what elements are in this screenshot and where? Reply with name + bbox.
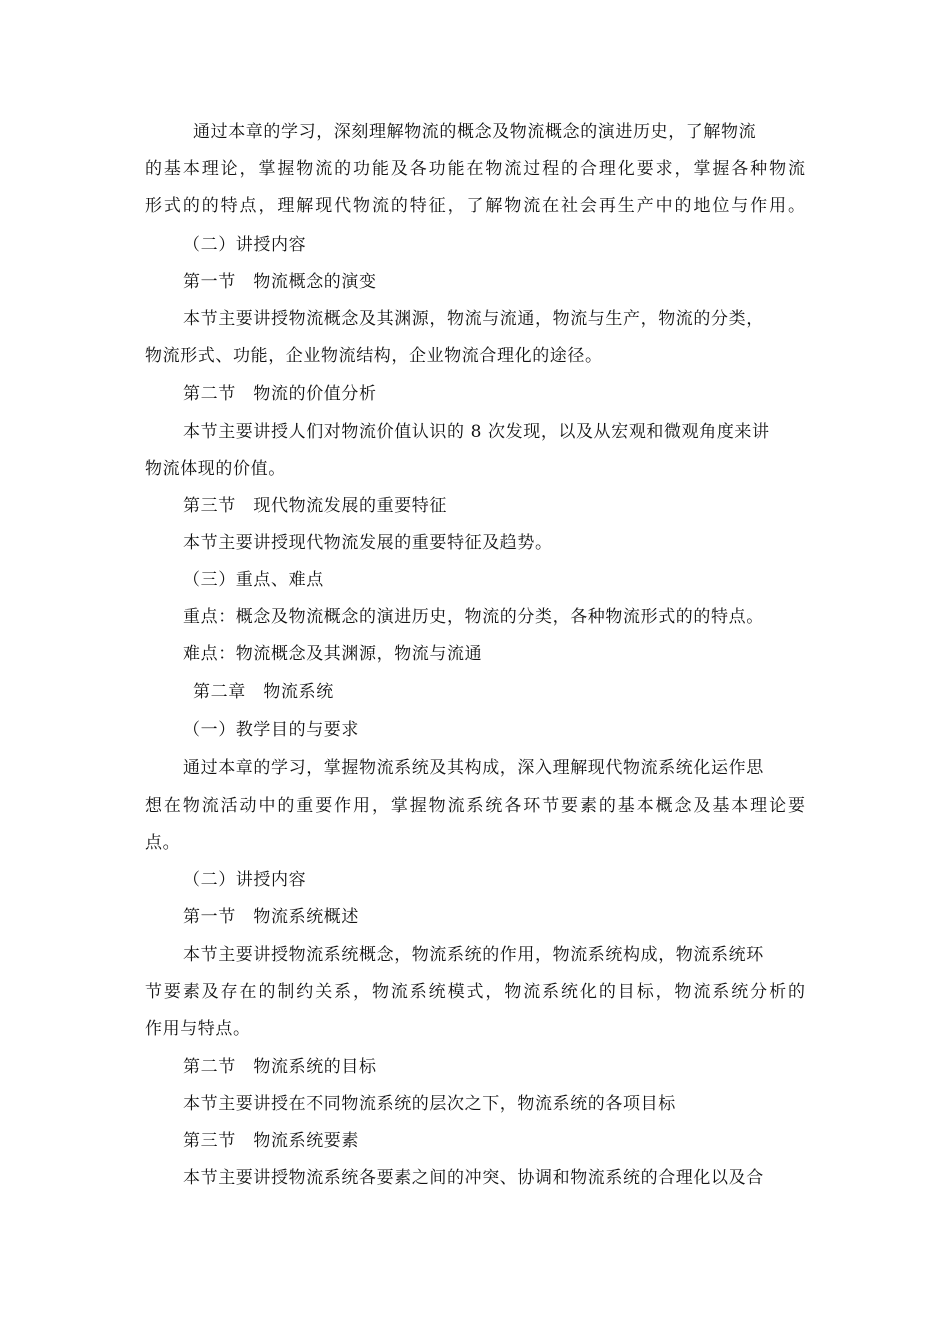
paragraph-line: 形式的的特点，理解现代物流的特征，了解物流在社会再生产中的地位与作用。 [145, 196, 805, 216]
paragraph-line: 点。 [145, 833, 181, 853]
section-heading: 第三节 现代物流发展的重要特征 [183, 496, 447, 516]
section-heading: 第二节 物流系统的目标 [183, 1057, 377, 1077]
section-heading: 第二节 物流的价值分析 [183, 384, 377, 404]
paragraph-line: 通过本章的学习，掌握物流系统及其构成，深入理解现代物流系统化运作思 [183, 758, 764, 778]
section-heading: 第一节 物流概念的演变 [183, 272, 377, 292]
paragraph-line: 想在物流活动中的重要作用，掌握物流系统各环节要素的基本概念及基本理论要 [145, 796, 805, 816]
chapter-heading: 第二章 物流系统 [193, 682, 334, 702]
subsection-heading: （一）教学目的与要求 [183, 720, 359, 740]
paragraph-line: 物流体现的价值。 [145, 459, 286, 479]
section-heading: 第一节 物流系统概述 [183, 907, 359, 927]
key-points-line: 重点：概念及物流概念的演进历史，物流的分类，各种物流形式的的特点。 [183, 607, 764, 627]
paragraph-line: 本节主要讲授物流系统各要素之间的冲突、协调和物流系统的合理化以及合 [183, 1168, 764, 1188]
subsection-heading: （三）重点、难点 [183, 570, 324, 590]
difficult-points-line: 难点：物流概念及其渊源，物流与流通 [183, 644, 483, 664]
paragraph-line: 节要素及存在的制约关系，物流系统模式，物流系统化的目标，物流系统分析的 [145, 982, 805, 1002]
subsection-heading: （二）讲授内容 [183, 235, 307, 255]
paragraph-line: 本节主要讲授物流系统概念，物流系统的作用，物流系统构成，物流系统环 [183, 945, 764, 965]
paragraph-line: 本节主要讲授现代物流发展的重要特征及趋势。 [183, 533, 553, 553]
paragraph-line: 作用与特点。 [145, 1019, 251, 1039]
subsection-heading: （二）讲授内容 [183, 870, 307, 890]
paragraph-line: 本节主要讲授人们对物流价值认识的 8 次发现，以及从宏观和微观角度来讲 [183, 422, 770, 442]
paragraph-line: 物流形式、功能，企业物流结构，企业物流合理化的途径。 [145, 346, 603, 366]
section-heading: 第三节 物流系统要素 [183, 1131, 359, 1151]
paragraph-line: 本节主要讲授在不同物流系统的层次之下，物流系统的各项目标 [183, 1094, 676, 1114]
paragraph-line: 通过本章的学习，深刻理解物流的概念及物流概念的演进历史，了解物流 [193, 122, 757, 142]
paragraph-line: 本节主要讲授物流概念及其渊源，物流与流通，物流与生产，物流的分类， [183, 309, 764, 329]
paragraph-line: 的基本理论，掌握物流的功能及各功能在物流过程的合理化要求，掌握各种物流 [145, 159, 805, 179]
